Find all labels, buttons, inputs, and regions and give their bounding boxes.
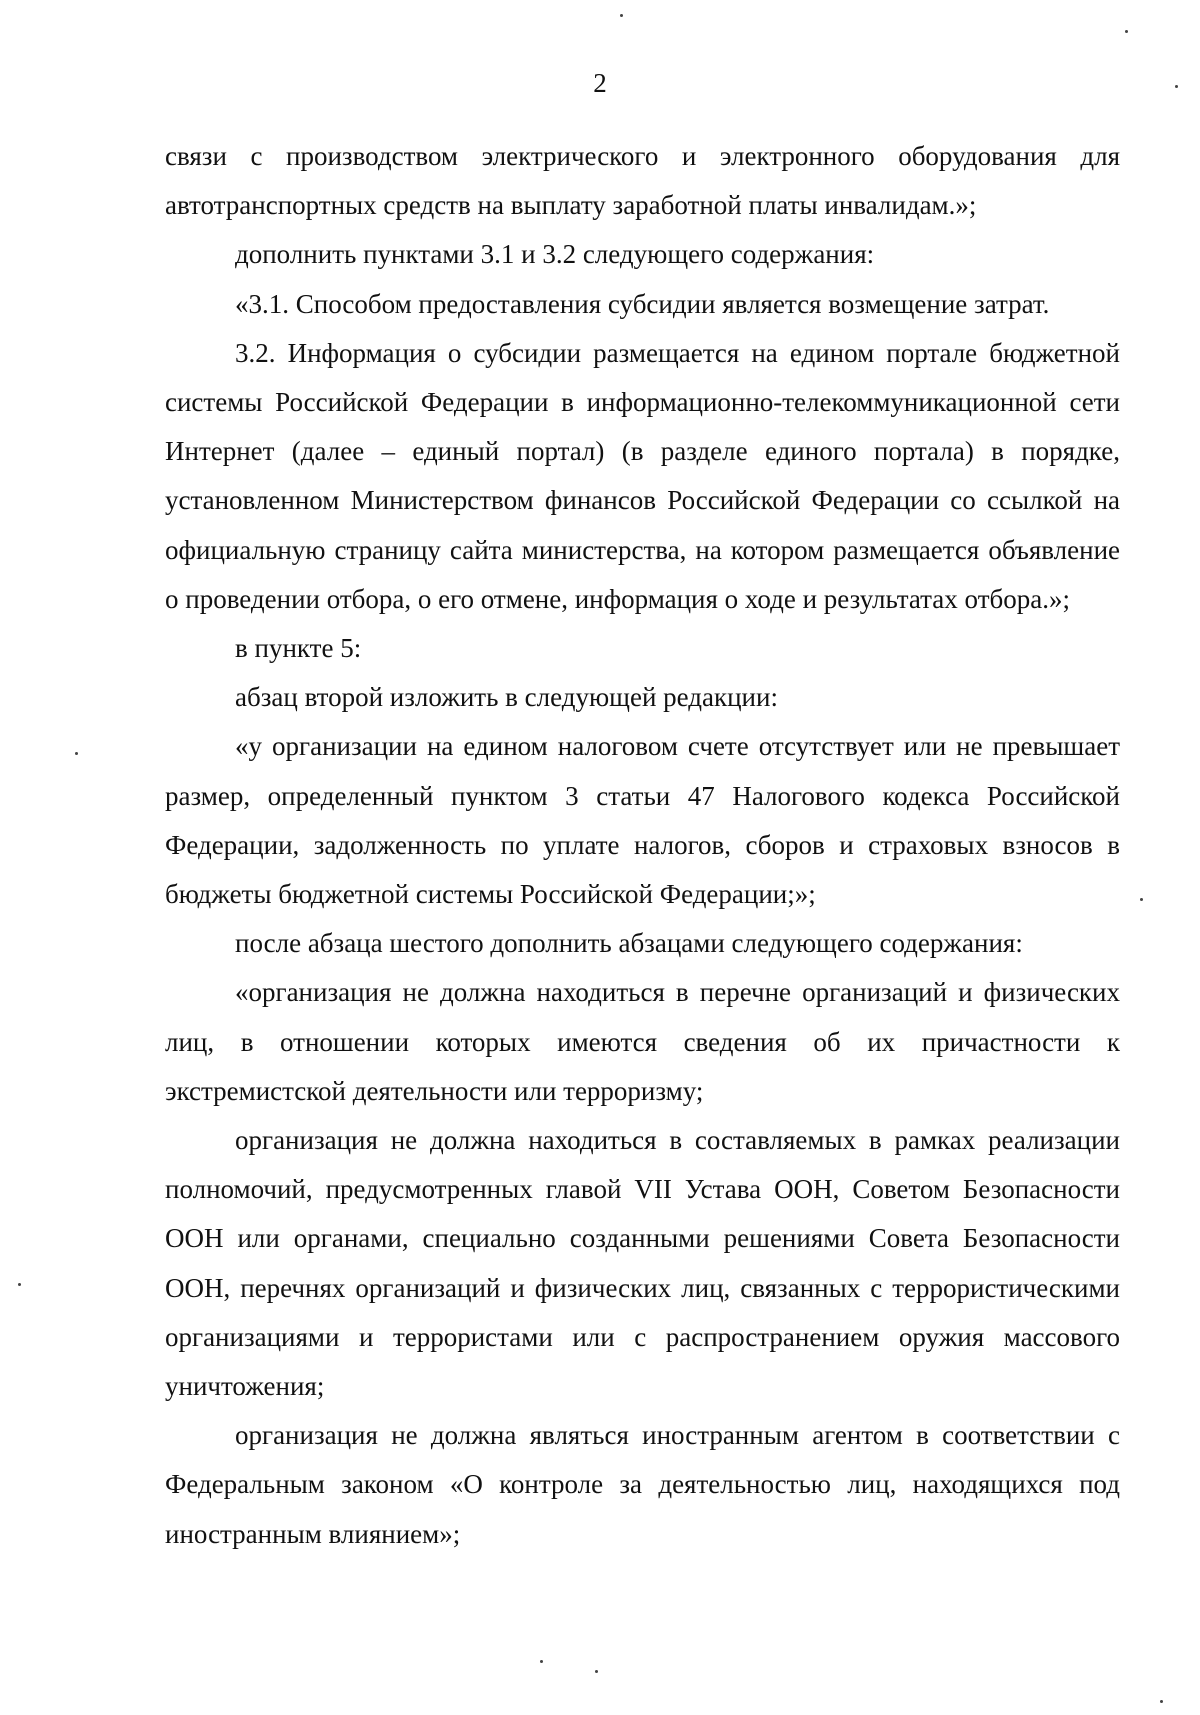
paragraph-5: в пункте 5:: [235, 633, 362, 664]
document-body: [165, 132, 1120, 1559]
scan-speck: [75, 752, 78, 755]
scan-speck: [540, 1660, 543, 1663]
paragraph-10: организация не должна находиться в составляемых в рамках реализации полномочий, предусмотренных главой VII Устава ООН, Советом Безопасности ООН или органами, специально созданными решениями Совета Безопасности ООН, перечнях организаций и физических лиц, связанных с террористическими организациями и террористами или с распространением оружия массового уничтожения;: [165, 1125, 1120, 1402]
scan-speck: [1125, 30, 1128, 33]
paragraph-6: абзац второй изложить в следующей редакции:: [235, 682, 778, 713]
paragraph-8: после абзаца шестого дополнить абзацами следующего содержания:: [235, 928, 1023, 959]
paragraph-9: «организация не должна находиться в перечне организаций и физических лиц, в отношении которых имеются сведения об их причастности к экстремистской деятельности или терроризму;: [165, 977, 1120, 1106]
scan-speck: [18, 1283, 21, 1286]
paragraph-3: «3.1. Способом предоставления субсидии является возмещение затрат.: [235, 288, 1050, 319]
scan-speck: [1160, 1700, 1163, 1703]
scan-speck: [595, 1670, 598, 1673]
paragraph-2: дополнить пунктами 3.1 и 3.2 следующего содержания:: [235, 239, 875, 270]
paragraph-11: организация не должна являться иностранным агентом в соответствии с Федеральным законом «О контроле за деятельностью лиц, находящихся под иностранным влиянием»;: [165, 1420, 1120, 1549]
scan-speck: [620, 14, 623, 17]
page-number: 2: [593, 68, 607, 98]
scan-speck: [1175, 85, 1178, 88]
paragraph-4: 3.2. Информация о субсидии размещается на едином портале бюджетной системы Российской Федерации в информационно-телекоммуникационной сети Интернет (далее – единый портал) (в разделе единого портала) в порядке, установленном Министерством финансов Российской Федерации со ссылкой на официальную страницу сайта министерства, на котором размещается объявление о проведении отбора, о его отмене, информация о ходе и результатах отбора.»;: [165, 337, 1120, 614]
paragraph-7: «у организации на едином налоговом счете отсутствует или не превышает размер, определенный пунктом 3 статьи 47 Налогового кодекса Российской Федерации, задолженность по уплате налогов, сборов и страховых взносов в бюджеты бюджетной системы Российской Федерации;»;: [165, 731, 1120, 910]
paragraph-1: связи с производством электрического и электронного оборудования для автотранспортных средств на выплату заработной платы инвалидам.»;: [165, 141, 1120, 221]
scan-speck: [1140, 898, 1143, 901]
